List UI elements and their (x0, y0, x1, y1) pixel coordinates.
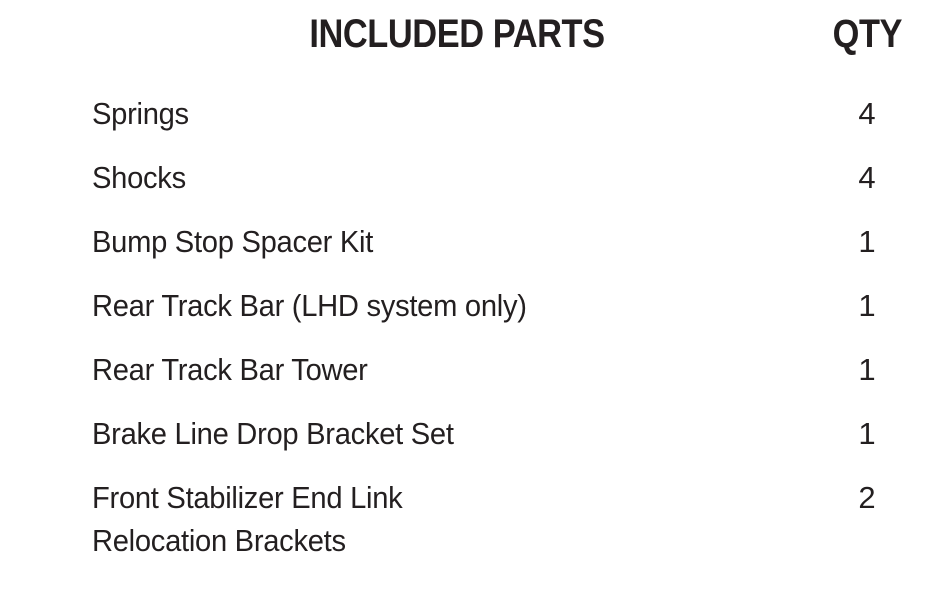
table-row (92, 476, 912, 562)
qty-header-cell (822, 10, 912, 58)
parts-header-cell (92, 10, 822, 58)
table-row (92, 412, 912, 455)
table-header-row (92, 10, 912, 58)
qty-column-header: QTY (832, 12, 902, 56)
part-qty: 1 (858, 352, 876, 387)
part-name: Bump Stop Spacer Kit (92, 224, 374, 259)
part-qty: 1 (858, 288, 876, 323)
table-row (92, 156, 912, 199)
part-name-line1: Front Stabilizer End Link (92, 480, 403, 515)
part-qty: 4 (858, 96, 876, 131)
part-name: Rear Track Bar (LHD system only) (92, 288, 527, 323)
part-qty: 4 (858, 160, 876, 195)
part-qty: 1 (858, 416, 876, 451)
table-row (92, 92, 912, 135)
part-name: Brake Line Drop Bracket Set (92, 416, 454, 451)
part-qty: 1 (858, 224, 876, 259)
part-name: Shocks (92, 160, 186, 195)
part-name: Springs (92, 96, 189, 131)
part-qty: 2 (858, 480, 876, 515)
table-row (92, 284, 912, 327)
part-name (92, 476, 402, 562)
table-row (92, 220, 912, 263)
part-name-line2: Relocation Brackets (92, 523, 346, 558)
included-parts-table (92, 10, 912, 562)
parts-column-header: INCLUDED PARTS (309, 12, 605, 56)
table-row (92, 348, 912, 391)
part-name: Rear Track Bar Tower (92, 352, 368, 387)
